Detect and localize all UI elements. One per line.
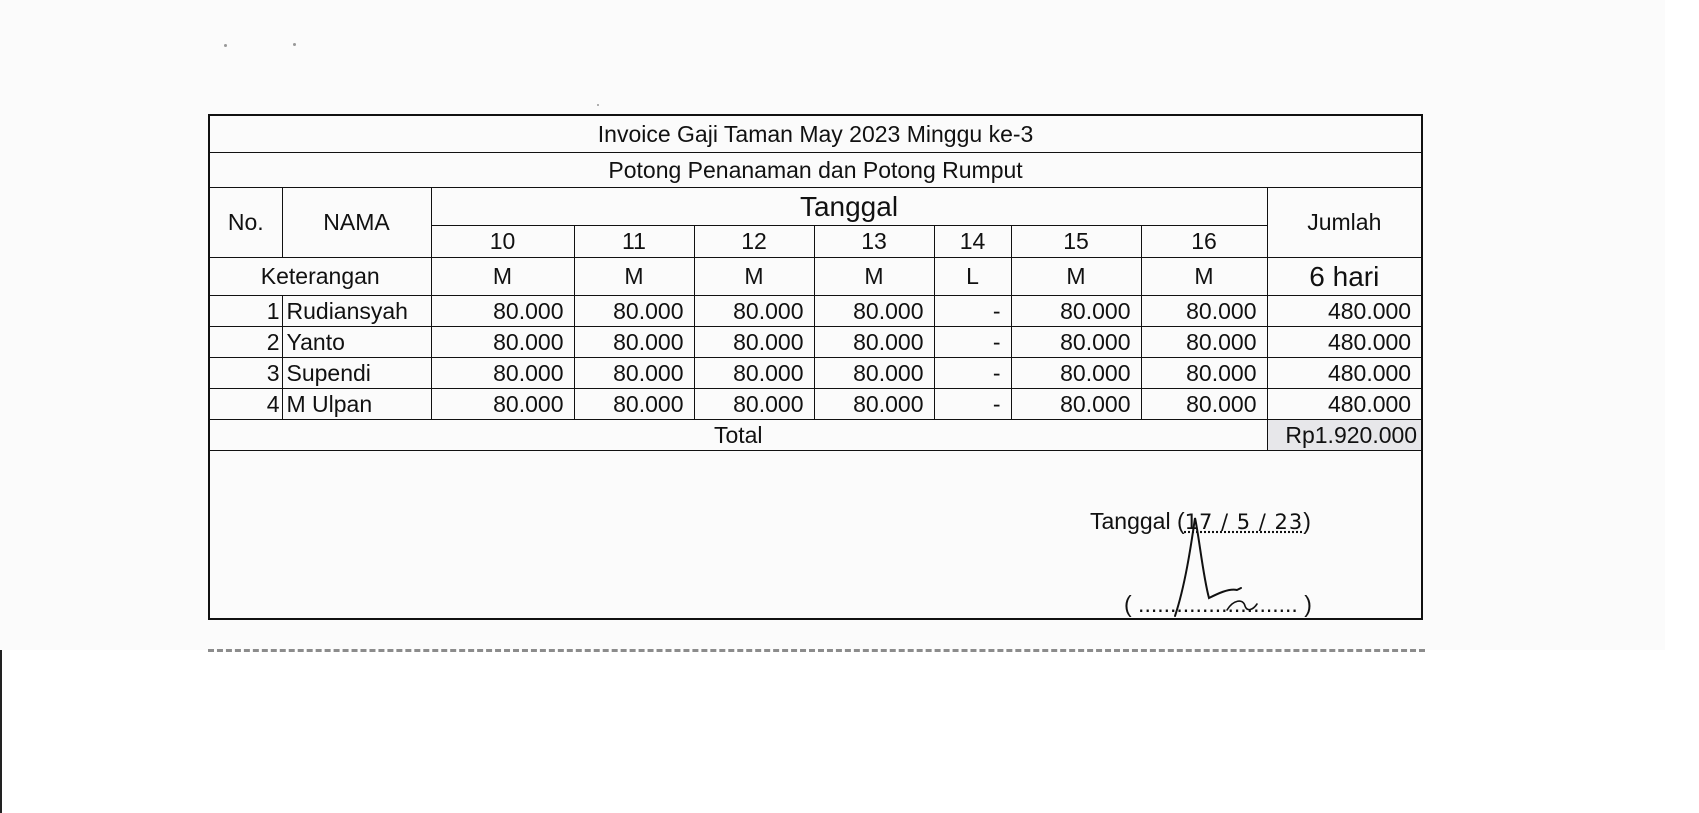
total-value: Rp1.920.000	[1267, 420, 1421, 451]
row-jumlah: 480.000	[1267, 296, 1421, 327]
wage-cell: 80.000	[1011, 327, 1141, 358]
worker-name: Yanto	[282, 327, 431, 358]
wage-cell: -	[934, 296, 1011, 327]
keterangan-code: M	[1141, 258, 1267, 296]
date-cell: 11	[574, 226, 694, 258]
wage-cell: 80.000	[1141, 358, 1267, 389]
scan-speck	[293, 43, 296, 46]
wage-cell: 80.000	[814, 296, 934, 327]
wage-cell: 80.000	[1141, 389, 1267, 420]
invoice-subtitle: Potong Penanaman dan Potong Rumput	[210, 153, 1421, 188]
keterangan-label: Keterangan	[210, 258, 431, 296]
total-label: Total	[210, 420, 1267, 451]
wage-cell: 80.000	[431, 358, 574, 389]
header-jumlah: Jumlah	[1267, 188, 1421, 258]
wage-cell: 80.000	[694, 358, 814, 389]
wage-cell: 80.000	[694, 327, 814, 358]
wage-cell: 80.000	[814, 389, 934, 420]
date-close: )	[1303, 508, 1311, 534]
perforation-line	[208, 649, 1425, 652]
table-row	[210, 296, 1421, 327]
header-no: No.	[210, 188, 282, 258]
keterangan-code: M	[814, 258, 934, 296]
invoice-title: Invoice Gaji Taman May 2023 Minggu ke-3	[210, 116, 1421, 153]
header-nama: NAMA	[282, 188, 431, 258]
wage-cell: 80.000	[814, 358, 934, 389]
wage-cell: 80.000	[1011, 358, 1141, 389]
wage-cell: 80.000	[694, 296, 814, 327]
worker-name: Rudiansyah	[282, 296, 431, 327]
wage-cell: 80.000	[1141, 296, 1267, 327]
date-cell: 10	[431, 226, 574, 258]
keterangan-total-days: 6 hari	[1267, 258, 1421, 296]
wage-cell: 80.000	[574, 296, 694, 327]
worker-name: M Ulpan	[282, 389, 431, 420]
wage-cell: -	[934, 327, 1011, 358]
wage-cell: 80.000	[1141, 327, 1267, 358]
signature-area	[210, 466, 1421, 618]
table-row	[210, 327, 1421, 358]
wage-cell: -	[934, 358, 1011, 389]
keterangan-code: M	[574, 258, 694, 296]
wage-cell: -	[934, 389, 1011, 420]
keterangan-code: M	[694, 258, 814, 296]
wage-cell: 80.000	[574, 358, 694, 389]
wage-cell: 80.000	[431, 327, 574, 358]
date-cell: 12	[694, 226, 814, 258]
row-jumlah: 480.000	[1267, 327, 1421, 358]
table-row	[210, 389, 1421, 420]
header-tanggal: Tanggal	[431, 188, 1267, 226]
date-cell: 14	[934, 226, 1011, 258]
row-jumlah: 480.000	[1267, 389, 1421, 420]
keterangan-code: M	[1011, 258, 1141, 296]
row-number: 4	[210, 389, 282, 420]
scan-speck	[224, 44, 227, 47]
wage-cell: 80.000	[431, 389, 574, 420]
date-cell: 13	[814, 226, 934, 258]
keterangan-code: L	[934, 258, 1011, 296]
wage-cell: 80.000	[1011, 296, 1141, 327]
scan-speck	[597, 104, 599, 106]
wage-cell: 80.000	[694, 389, 814, 420]
row-jumlah: 480.000	[1267, 358, 1421, 389]
wage-cell: 80.000	[574, 327, 694, 358]
wage-cell: 80.000	[1011, 389, 1141, 420]
table-row	[210, 358, 1421, 389]
signature-line: ( ......................... )	[1124, 591, 1312, 617]
wage-cell: 80.000	[814, 327, 934, 358]
date-cell: 16	[1141, 226, 1267, 258]
invoice-sheet	[208, 114, 1423, 620]
row-number: 2	[210, 327, 282, 358]
date-label: Tanggal (	[1090, 508, 1185, 534]
handwritten-date: 17 / 5 / 23	[1184, 510, 1304, 534]
invoice-table	[210, 116, 1421, 451]
row-number: 3	[210, 358, 282, 389]
keterangan-code: M	[431, 258, 574, 296]
date-cell: 15	[1011, 226, 1141, 258]
worker-name: Supendi	[282, 358, 431, 389]
scan-left-edge	[0, 650, 2, 813]
wage-cell: 80.000	[431, 296, 574, 327]
row-number: 1	[210, 296, 282, 327]
wage-cell: 80.000	[574, 389, 694, 420]
